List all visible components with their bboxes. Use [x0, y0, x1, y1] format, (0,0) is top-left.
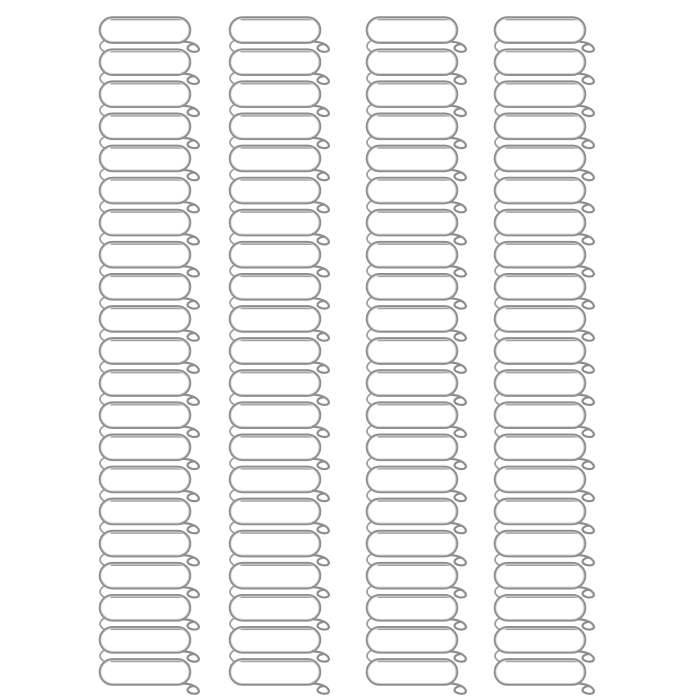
wire-loop	[495, 146, 594, 180]
wire-loop	[100, 563, 199, 597]
wire-loop	[495, 18, 594, 52]
wire-loop	[230, 467, 329, 501]
wire-loop	[367, 146, 466, 180]
wire-loop	[230, 338, 329, 372]
wire-loop	[230, 563, 329, 597]
wire-loop	[495, 274, 594, 308]
wire-loop	[367, 563, 466, 597]
wire-loop	[230, 50, 329, 84]
wire-spine-3	[367, 18, 466, 694]
wire-loop	[230, 18, 329, 52]
wire-loop	[367, 659, 466, 693]
wire-loop	[100, 435, 199, 469]
wire-loop	[367, 274, 466, 308]
wire-loop	[367, 435, 466, 469]
wire-loop	[367, 18, 466, 52]
wire-loop	[367, 371, 466, 405]
wire-loop	[100, 499, 199, 533]
wire-loop	[495, 595, 594, 629]
wire-loop	[230, 114, 329, 148]
wire-loop	[100, 50, 199, 84]
wire-loop	[230, 210, 329, 244]
wire-loop	[230, 306, 329, 340]
wire-loop	[367, 82, 466, 116]
wire-loop	[230, 178, 329, 212]
wire-loop	[230, 499, 329, 533]
wire-loop	[495, 531, 594, 565]
wire-loop	[230, 146, 329, 180]
wire-loop	[367, 242, 466, 276]
wire-loop	[100, 18, 199, 52]
wire-loop	[495, 499, 594, 533]
wire-loop	[495, 50, 594, 84]
wire-loop	[230, 627, 329, 661]
wire-loop	[100, 146, 199, 180]
wire-loop	[230, 82, 329, 116]
wire-loop	[100, 242, 199, 276]
wire-loop	[495, 242, 594, 276]
wire-loop	[230, 659, 329, 693]
wire-loop	[230, 242, 329, 276]
wire-loop	[100, 659, 199, 693]
wire-loop	[367, 499, 466, 533]
wire-loop	[495, 659, 594, 693]
wire-spine-2	[230, 18, 329, 694]
wire-loop	[495, 467, 594, 501]
wire-loop	[495, 178, 594, 212]
wire-loop	[367, 178, 466, 212]
wire-loop	[367, 467, 466, 501]
wire-loop	[100, 531, 199, 565]
wire-loop	[230, 435, 329, 469]
wire-spine-4	[495, 18, 594, 694]
wire-loop	[100, 178, 199, 212]
wire-loop	[100, 338, 199, 372]
wire-loop	[100, 595, 199, 629]
wire-loop	[100, 210, 199, 244]
wire-loop	[230, 595, 329, 629]
wire-loop	[100, 627, 199, 661]
wire-loop	[495, 371, 594, 405]
wire-loop	[367, 210, 466, 244]
wire-loop	[495, 435, 594, 469]
wire-loop	[495, 306, 594, 340]
wire-loop	[367, 627, 466, 661]
wire-loop	[495, 114, 594, 148]
wire-loop	[367, 531, 466, 565]
wire-loop	[495, 338, 594, 372]
wire-loop	[100, 467, 199, 501]
wire-spine-1	[100, 18, 199, 694]
wire-loop	[495, 210, 594, 244]
wire-loop	[230, 531, 329, 565]
wire-loop	[100, 403, 199, 437]
wire-loop	[100, 306, 199, 340]
wire-loop	[367, 338, 466, 372]
wire-loop	[100, 114, 199, 148]
wire-loop	[367, 114, 466, 148]
wire-loop	[230, 403, 329, 437]
wire-loop	[367, 595, 466, 629]
wire-loop	[100, 274, 199, 308]
wire-loop	[100, 371, 199, 405]
wire-loop	[230, 371, 329, 405]
wire-loop	[495, 627, 594, 661]
wire-loop	[495, 82, 594, 116]
wire-loop	[495, 563, 594, 597]
wire-loop	[100, 82, 199, 116]
wire-loop	[367, 403, 466, 437]
wire-loop	[495, 403, 594, 437]
wire-loop	[230, 274, 329, 308]
wire-loop	[367, 306, 466, 340]
wire-loop	[367, 50, 466, 84]
